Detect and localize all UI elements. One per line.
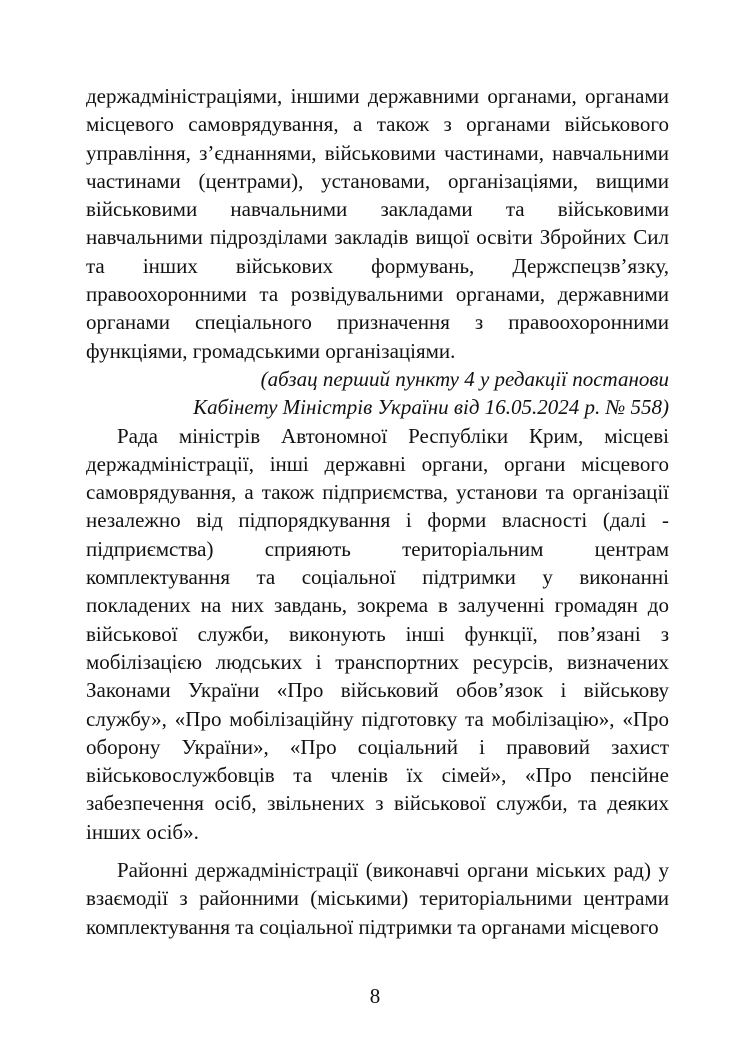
paragraph-continued: держадміністраціями, іншими державними органами, органами місцевого самоврядування, а також з органами військового управління, з’єднаннями, військовими частинами, навчальними частинами (центрами), установами, організаціями, вищими військовими навчальними закладами та військовими навчальними підрозділами закладів вищої освіти Збройних Сил та інших військових формувань, Держспецзв’язку, правоохоронними та розвідувальними органами, державними органами спеціального призначення з правоохоронними функціями, громадськими організаціями. xyxy=(86,84,669,363)
paragraph-district-administrations: Районні держадміністрації (виконавчі органи міських рад) у взаємодії з районними (міськими) територіальними центрами комплектування та соціальної підтримки та органами місцевого xyxy=(86,858,669,939)
amendment-note-line-2: Кабінету Міністрів України від 16.05.2024 р. № 558) xyxy=(193,395,669,420)
page-number: 8 xyxy=(369,984,381,1008)
amendment-note-line-1: (абзац перший пункту 4 у редакції постанови xyxy=(260,366,669,391)
document-body xyxy=(86,82,669,941)
paragraph-council: Рада міністрів Автономної Республіки Крим, місцеві держадміністрації, інші державні органи, органи місцевого самоврядування, а також підприємства, установи та організації незалежно від підпорядкування і форми власності (далі - підприємства) сприяють територіальним центрам комплектування та соціальної підтримки у виконанні покладених на них завдань, зокрема в залученні громадян до військової служби, виконують інші функції, пов’язані з мобілізацією людських і транспортних ресурсів, визначених Законами України «Про військовий обов’язок і військову службу», «Про мобілізаційну підготовку та мобілізацію», «Про оборону України», «Про соціальний і правовий захист військовослужбовців та членів їх сімей», «Про пенсійне забезпечення осіб, звільнених з військової служби, та деяких інших осіб». xyxy=(86,423,669,844)
